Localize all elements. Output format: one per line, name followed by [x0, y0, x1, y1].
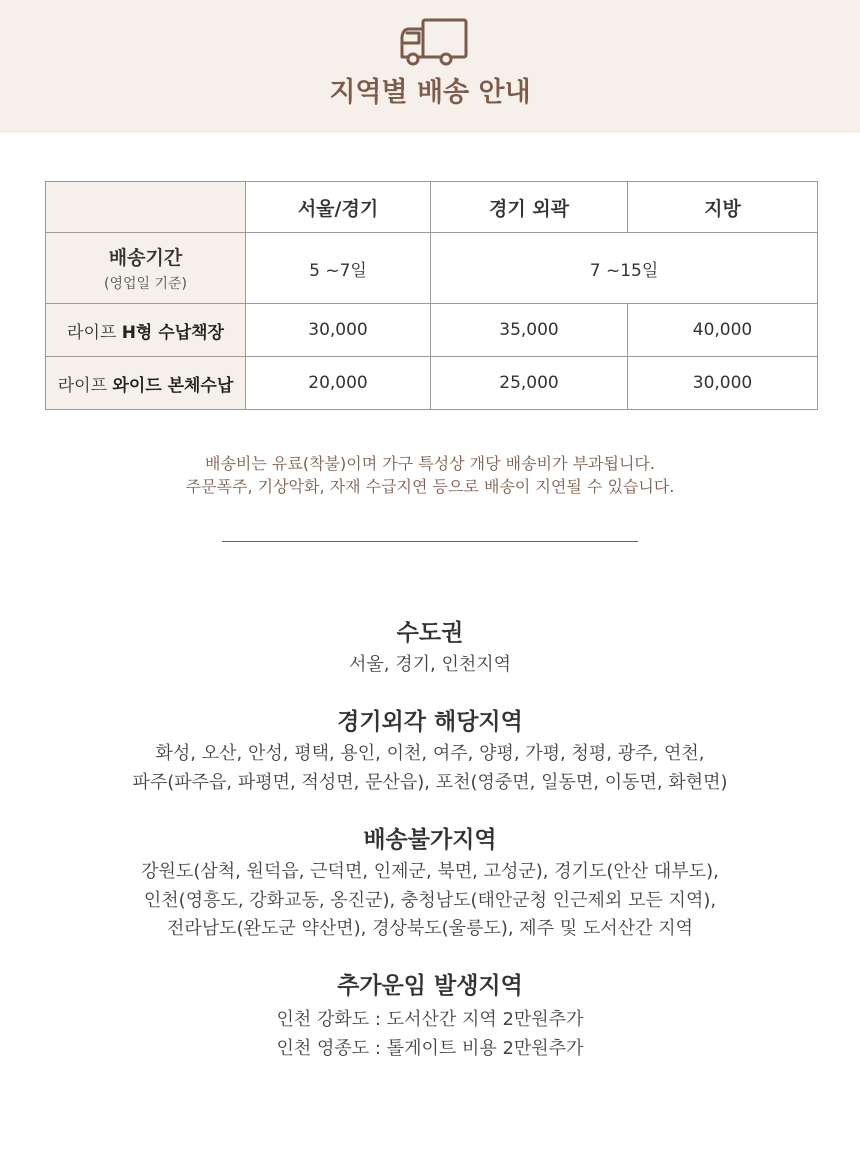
price-local: 40,000 [628, 304, 818, 357]
section-line: 강원도(삼척, 원덕읍, 근덕면, 인제군, 북면, 고성군), 경기도(안산 대부도), [141, 861, 719, 882]
product-prefix: 라이프 [57, 375, 113, 396]
price-seoul: 20,000 [246, 357, 431, 410]
notice-line: 배송비는 유료(착불)이며 가구 특성상 개당 배송비가 부과됩니다. [205, 454, 655, 473]
product-prefix: 라이프 [67, 322, 122, 343]
column-header-seoul: 서울/경기 [246, 182, 431, 233]
period-label: 배송기간 [108, 247, 183, 269]
section-line: 인천 영종도 : 톨게이트 비용 2만원추가 [276, 1037, 584, 1059]
period-other: 7 ~15일 [431, 233, 818, 304]
table-row [46, 357, 818, 410]
price-outer: 35,000 [431, 304, 628, 357]
table-corner-cell [46, 182, 246, 233]
product-name [46, 357, 246, 410]
section-line: 인천 강화도 : 도서산간 지역 2만원추가 [276, 1009, 584, 1030]
section-body-outer [0, 740, 860, 797]
price-seoul: 30,000 [246, 304, 431, 357]
period-label-cell [46, 233, 246, 304]
shipping-notice [0, 452, 860, 498]
column-header-outer: 경기 외곽 [431, 182, 628, 233]
section-line: 전라남도(완도군 약산면), 경상북도(울릉도), 제주 및 도서산간 지역 [167, 918, 693, 939]
product-title: H형 수납책장 [121, 322, 224, 343]
section-title-unavailable: 배송불가지역 [363, 827, 497, 853]
period-seoul: 5 ~7일 [246, 233, 431, 304]
product-name [46, 304, 246, 357]
column-header-local: 지방 [628, 182, 818, 233]
page-title: 지역별 배송 안내 [329, 77, 531, 108]
section-line: 파주(파주읍, 파평면, 적성면, 문산읍), 포천(영중면, 일동면, 이동면, 화현면) [132, 771, 728, 793]
header-banner [0, 0, 860, 133]
price-outer: 25,000 [431, 357, 628, 410]
notice-line: 주문폭주, 기상악화, 자재 수급지연 등으로 배송이 지연될 수 있습니다. [185, 477, 675, 496]
section-body-extra-fee [0, 1006, 860, 1063]
section-line: 서울, 경기, 인천지역 [349, 654, 511, 675]
truck-icon [399, 17, 469, 67]
section-title-extra-fee: 추가운임 발생지역 [337, 973, 523, 999]
section-title-outer: 경기외각 해당지역 [337, 709, 523, 735]
shipping-fee-table [45, 181, 818, 410]
table-row [46, 304, 818, 357]
product-title: 와이드 본체수납 [112, 375, 234, 396]
section-body-unavailable [0, 858, 860, 944]
price-local: 30,000 [628, 357, 818, 410]
section-line: 화성, 오산, 안성, 평택, 용인, 이천, 여주, 양평, 가평, 청평, 광주, 연천, [155, 743, 705, 764]
period-sublabel: (영업일 기준) [104, 276, 187, 292]
section-body-capital [0, 651, 860, 680]
section-title-capital: 수도권 [396, 620, 464, 646]
section-line: 인천(영흥도, 강화교동, 옹진군), 충청남도(태안군청 인근제외 모든 지역), [143, 889, 717, 911]
divider [222, 541, 638, 542]
